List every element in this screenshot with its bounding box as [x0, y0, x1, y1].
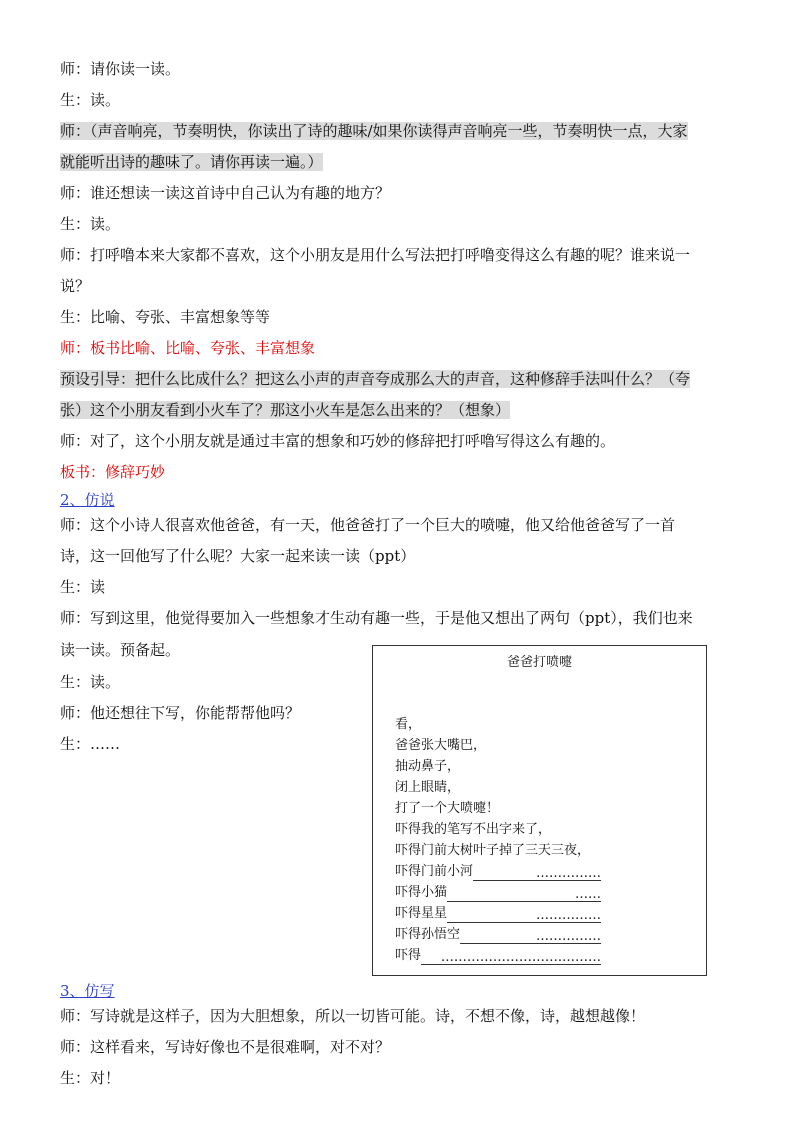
- poem-fill-line: [395, 947, 601, 965]
- poem-line: 打了一个大喷嚏！: [395, 801, 500, 816]
- dialogue-line: 生：……: [60, 735, 121, 753]
- dialogue-line: 生：比喻、夸张、丰富想象等等: [60, 308, 271, 326]
- dialogue-line: 师：写到这里，他觉得要加入一些想象才生动有趣一些，于是他又想出了两句（ppt），我们也来: [60, 609, 693, 627]
- guidance-line: [60, 369, 744, 389]
- poem-line: 闭上眼睛，: [395, 780, 461, 795]
- poem-line: 抽动鼻子，: [395, 759, 461, 774]
- poem-fill-line: [395, 863, 601, 881]
- fill-blank: ……………: [473, 865, 601, 881]
- dialogue-line: 师：他还想往下写，你能帮帮他吗？: [60, 704, 301, 722]
- poem-fill-line: [395, 926, 601, 944]
- section-heading: 3、仿写: [60, 982, 115, 1000]
- poem-fill-line: [395, 905, 601, 923]
- dialogue-line: 师：写诗就是这样子，因为大胆想象，所以一切皆可能。诗，不想不像，诗，越想越像！: [60, 1007, 646, 1025]
- dialogue-line: 师：对了，这个小朋友就是通过丰富的想象和巧妙的修辞把打呼噜写得这么有趣的。: [60, 432, 616, 450]
- fill-blank: ……………………….………: [421, 949, 601, 965]
- poem-line: 爸爸张大嘴巴，: [395, 738, 487, 753]
- fill-blank: ……: [447, 886, 601, 902]
- fill-blank: ……………: [460, 928, 601, 944]
- dialogue-line: 说？: [60, 277, 91, 295]
- highlighted-text: 师：（声音响亮，节奏明快，你读出了诗的趣味/如果你读得声音响亮一些，节奏明快一点，大家: [60, 122, 688, 140]
- blackboard-note: 师：板书比喻、比喻、夸张、丰富想象: [60, 339, 316, 357]
- poem-fill-line: [395, 884, 601, 902]
- dialogue-line: 生：读: [60, 578, 106, 596]
- fill-prefix: 吓得小猫: [395, 885, 448, 900]
- guidance-line: [60, 400, 744, 420]
- highlighted-text: 张）这个小朋友看到小火车了？那这小火车是怎么出来的？（想象）: [60, 401, 511, 419]
- fill-prefix: 吓得: [395, 948, 422, 963]
- fill-prefix: 吓得星星: [395, 906, 448, 921]
- dialogue-line: 生：对！: [60, 1069, 121, 1087]
- dialogue-line: 师：谁还想读一读这首诗中自己认为有趣的地方？: [60, 184, 391, 202]
- poem-box: [372, 645, 707, 976]
- dialogue-line: 师：这个小诗人很喜欢他爸爸，有一天，他爸爸打了一个巨大的喷嚏，他又给他爸爸写了一首: [60, 516, 676, 534]
- dialogue-line: 生：读。: [60, 91, 121, 109]
- poem-title: 爸爸打喷嚏: [506, 655, 572, 670]
- dialogue-line: [60, 152, 744, 172]
- blackboard-note: 板书：修辞巧妙: [60, 463, 166, 481]
- highlighted-text: 就能听出诗的趣味了。请你再读一遍。）: [60, 153, 323, 171]
- dialogue-line: 读一读。预备起。: [60, 641, 181, 659]
- dialogue-line: 师：打呼噜本来大家都不喜欢，这个小朋友是用什么写法把打呼噜变得这么有趣的呢？谁来说一: [60, 246, 691, 264]
- poem-line: 吓得我的笔写不出字来了，: [395, 822, 552, 837]
- poem-line: 吓得门前大树叶子掉了三天三夜，: [395, 843, 591, 858]
- fill-prefix: 吓得孙悟空: [395, 927, 461, 942]
- dialogue-line: 师：这样看来，写诗好像也不是很难啊，对不对？: [60, 1038, 391, 1056]
- fill-blank: ……………: [447, 907, 601, 923]
- dialogue-line: 生：读。: [60, 673, 121, 691]
- poem-line: 看，: [395, 717, 422, 732]
- highlighted-text: 预设引导：把什么比成什么？把这么小声的声音夸成那么大的声音，这种修辞手法叫什么？（夸: [60, 370, 691, 388]
- dialogue-line: [60, 121, 744, 141]
- section-heading: 2、仿说: [60, 491, 115, 509]
- fill-prefix: 吓得门前小河: [395, 864, 474, 879]
- dialogue-line: 生：读。: [60, 215, 121, 233]
- dialogue-line: 师：请你读一读。: [60, 60, 181, 78]
- dialogue-line: 诗，这一回他写了什么呢？大家一起来读一读（ppt）: [60, 547, 416, 565]
